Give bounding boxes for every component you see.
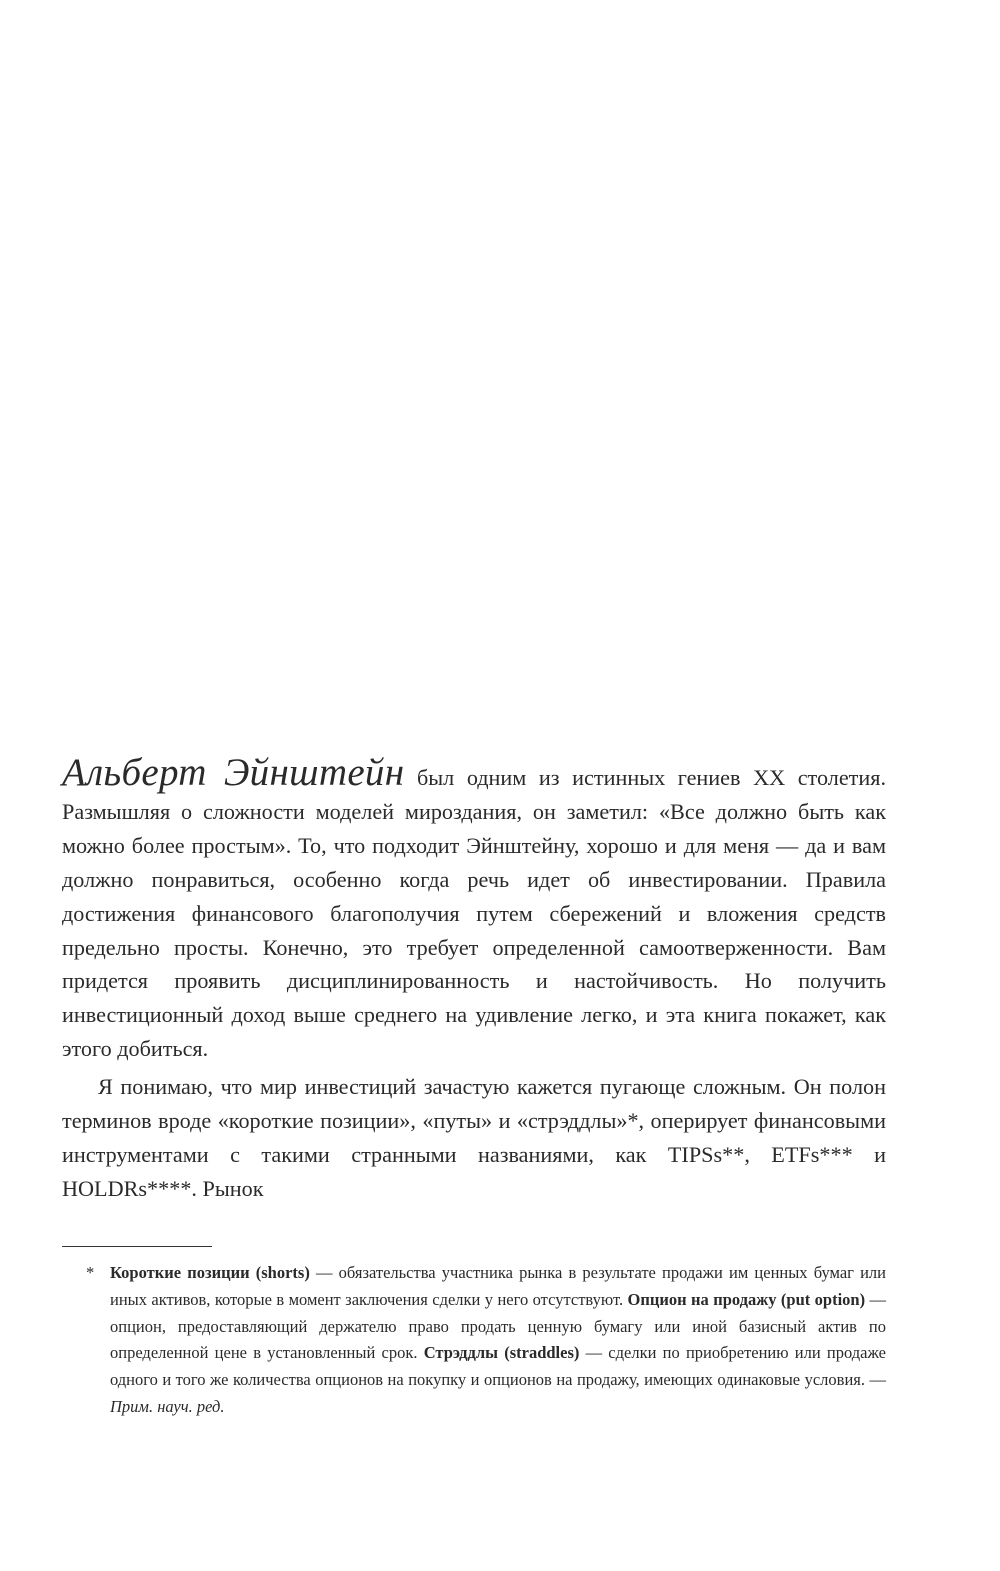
footnote-divider — [62, 1246, 212, 1247]
footnote-term-straddles: Стрэддлы (straddles) — [423, 1343, 580, 1363]
paragraph-2: Я понимаю, что мир инвестиций зачастую кажется пугающе сложным. Он полон терминов вроде «короткие позиции», «путы» и «стрэддлы»*, оперирует финансовыми инструментами с такими странными названиями, как TIPSs**, ETFs*** и HOLDRs****. Рынок — [62, 1074, 886, 1201]
footnote-editor-note: Прим. науч. ред. — [110, 1396, 225, 1416]
footnote-term-put-option: Опцион на продажу (put option) — [627, 1289, 866, 1309]
footnote-definition-shorts: — обязательства участника рынка в результате продажи им ценных бумаг или иных активов, которые в момент заключения сделки у него отсутствуют. — [110, 1263, 886, 1309]
footnote-body — [62, 1260, 886, 1421]
footnote-term-shorts: Короткие позиции (shorts) — [110, 1263, 310, 1282]
paragraph-1-text: был одним из истинных гениев XX столетия. Размышляя о сложности моделей мироздания, он заметил: «Все должно быть как можно более простым». То, что подходит Эйнштейну, хорошо и для меня — да и вам должно понравиться, особенно когда речь идет об инвестировании. Правила достижения финансового благополучия путем сбережений и вложения средств предельно просты. Конечно, это требует определенной самоотверженности. Вам придется проявить дисциплинированность и настойчивость. Но получить инвестиционный доход выше среднего на удивление легко, и эта книга покажет, как этого добиться. — [62, 765, 886, 1062]
footnote-marker: * — [86, 1263, 95, 1282]
paragraph-1 — [62, 751, 886, 1066]
footnote-definition-put-option: — опцион, предоставляющий держателю право продать ценную бумагу или иной базисный актив по определенной цене в установленный срок. — [110, 1289, 887, 1363]
footnote — [62, 1260, 886, 1421]
footnote-definition-straddles: — сделки по приобретению или продаже одного и того же количества опционов на покупку и опционов на продажу, имеющих одинаковые условия. — — [110, 1343, 886, 1390]
lead-name: Альберт Эйнштейн — [62, 751, 405, 794]
main-text — [62, 751, 886, 1206]
